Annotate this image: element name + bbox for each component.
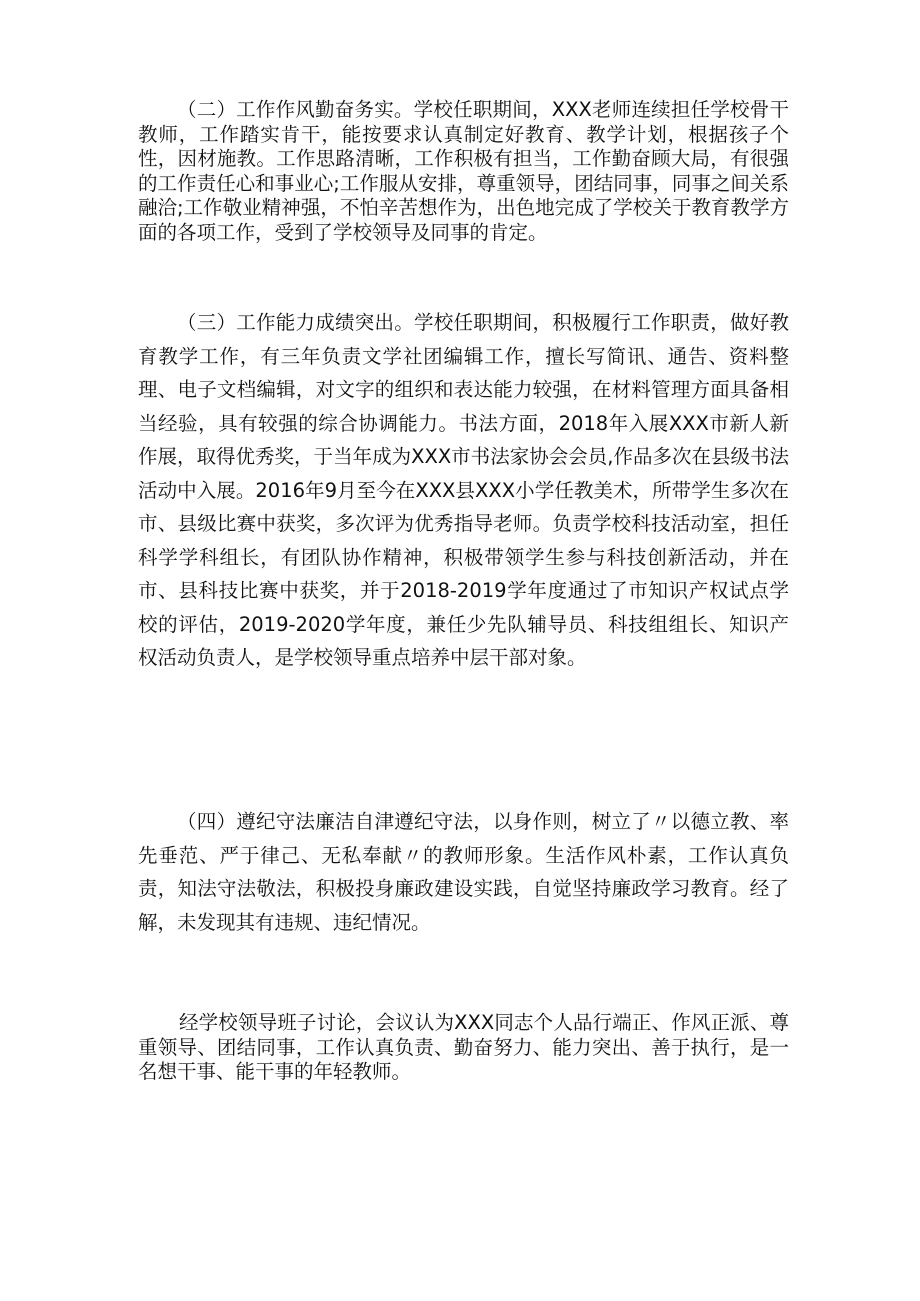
paragraph-conclusion: 经学校领导班子讨论，会议认为XXX同志个人品行端正、作风正派、尊重领导、团结同事，工作认真负责、勤奋努力、能力突出、善于执行，是一名想干事、能干事的年轻教师。	[138, 1011, 789, 1084]
paragraph-discipline: （四）遵纪守法廉洁自津遵纪守法，以身作则，树立了〃以德立教、率先垂范、严于律己、无私奉献〃的教师形象。生活作风朴素，工作认真负责，知法守法敬法，积极投身廉政建设实践，自觉坚持廉政学习教育。经了解，未发现其有违规、违纪情况。	[138, 810, 789, 934]
paragraph-work-style: （二）工作作风勤奋务实。学校任职期间，XXX老师连续担任学校骨干教师，工作踏实肯干，能按要求认真制定好教育、教学计划，根据孩子个性，因材施教。工作思路清晰，工作积极有担当，工作勤奋顾大局，有很强的工作责任心和事业心;工作服从安排，尊重领导，团结同事，同事之间关系融洽;工作敬业精神强，不怕辛苦想作为，出色地完成了学校关于教育教学方面的各项工作，受到了学校领导及同事的肯定。	[138, 98, 789, 244]
paragraph-work-ability: （三）工作能力成绩突出。学校任职期间，积极履行工作职责，做好教育教学工作，有三年负责文学社团编辑工作，擅长写简讯、通告、资料整理、电子文档编辑，对文字的组织和表达能力较强，在材料管理方面具备相当经验，具有较强的综合协调能力。书法方面，2018年入展XXX市新人新作展，取得优秀奖，于当年成为XXX市书法家协会会员,作品多次在县级书法活动中入展。2016年9月至今在XXX县XXX小学任教美术，所带学生多次在市、县级比赛中获奖，多次评为优秀指导老师。负责学校科技活动室，担任科学学科组长，有团队协作精神，积极带领学生参与科技创新活动，并在市、县科技比赛中获奖，并于2018-2019学年度通过了市知识产权试点学校的评估，2019-2020学年度，兼任少先队辅导员、科技组组长、知识产权活动负责人，是学校领导重点培养中层干部对象。	[138, 311, 789, 669]
